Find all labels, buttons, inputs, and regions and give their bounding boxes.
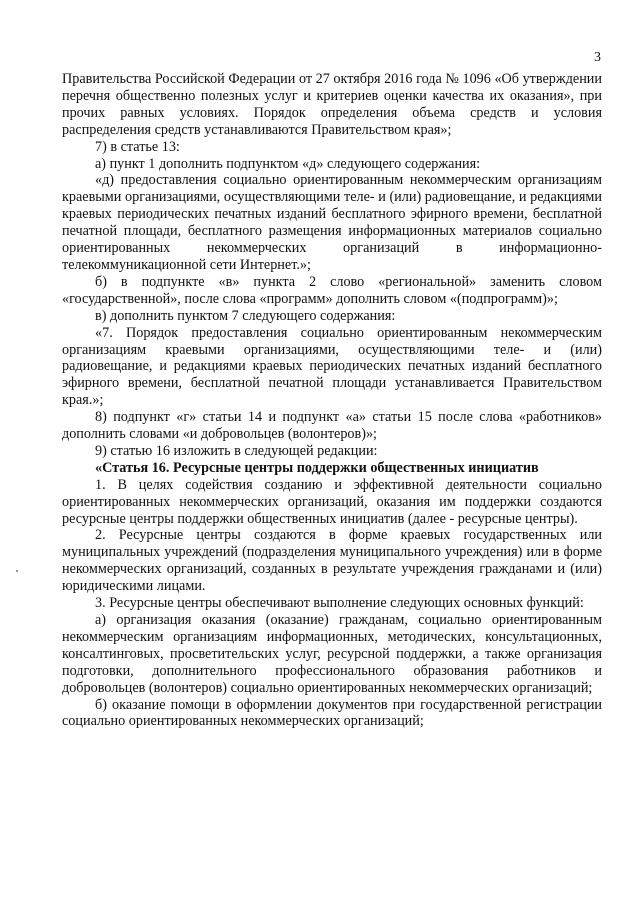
paragraph-item-9: 9) статью 16 изложить в следующей редакции: [95, 442, 378, 459]
article-16-point-3a: а) организация оказания (оказание) гражданам, социально ориентированным некоммерческим организациям информационных, методических, консультационных, консалтинговых, просветительских услуг, ресурсной поддержки, а также организация подготовки, дополнительного профессионального образования работников и добровольцев (волонтеров) социально ориентированных некоммерческих организаций; [62, 612, 602, 696]
paragraph-point-7: «7. Порядок предоставления социально ориентированным некоммерческим организациям краевыми организациями, осуществляющими теле- и (или) радиовещание, и редакциями краевых периодических печатных изданий бесплатного эфирного времени, бесплатной печатной площади устанавливается Правительством края.»; [62, 324, 602, 409]
document-body [62, 71, 602, 730]
paragraph-item-8: 8) подпункт «г» статьи 14 и подпункт «а» статьи 15 после слова «работников» дополнить словами «и добровольцев (волонтеров)»; [62, 409, 602, 443]
article-16-point-1: 1. В целях содействия созданию и эффективной деятельности социально ориентированных некоммерческих организаций, оказания им поддержки создаются ресурсные центры поддержки общественных инициатив (далее - ресурсные центры). [62, 476, 602, 527]
scan-mark [16, 570, 18, 572]
article-16-point-3b: б) оказание помощи в оформлении документов при государственной регистрации социально ориентированных некоммерческих организаций; [62, 696, 602, 730]
paragraph-intro-continuation: Правительства Российской Федерации от 27 октября 2016 года № 1096 «Об утверждении перечня общественно полезных услуг и критериев оценки качества их оказания», при прочих равных условиях. Порядок определения объема средств и условия распределения средств устанавливаются Правительством края»; [62, 71, 602, 138]
paragraph-item-7a: а) пункт 1 дополнить подпунктом «д» следующего содержания: [95, 155, 481, 172]
paragraph-item-7b: б) в подпункте «в» пункта 2 слово «региональной» заменить словом «государственной», после слова «программ» дополнить словом «(подпрограмм)»; [62, 273, 602, 307]
page-number: 3 [594, 50, 601, 65]
paragraph-item-7v: в) дополнить пунктом 7 следующего содержания: [95, 307, 396, 324]
article-16-point-3: 3. Ресурсные центры обеспечивают выполнение следующих основных функций: [95, 595, 584, 612]
paragraph-subitem-d: «д) предоставления социально ориентированным некоммерческим организациям краевыми организациями, осуществляющими теле- и (или) радиовещание, и редакциями краевых периодических печатных изданий бесплатного эфирного времени, бесплатной печатной площади, бесплатного размещения информационных материалов социально ориентированных некоммерческих организаций в информационно-телекоммуникационной сети Интернет.»; [62, 172, 602, 273]
paragraph-item-7: 7) в статье 13: [95, 138, 180, 155]
article-16-point-2: 2. Ресурсные центры создаются в форме краевых государственных или муниципальных учреждений (подразделения муниципального учреждения) или в форме некоммерческих организаций, созданных в результате учреждения гражданами и (или) юридическими лицами. [62, 527, 602, 595]
article-16-heading: «Статья 16. Ресурсные центры поддержки общественных инициатив [95, 459, 539, 476]
